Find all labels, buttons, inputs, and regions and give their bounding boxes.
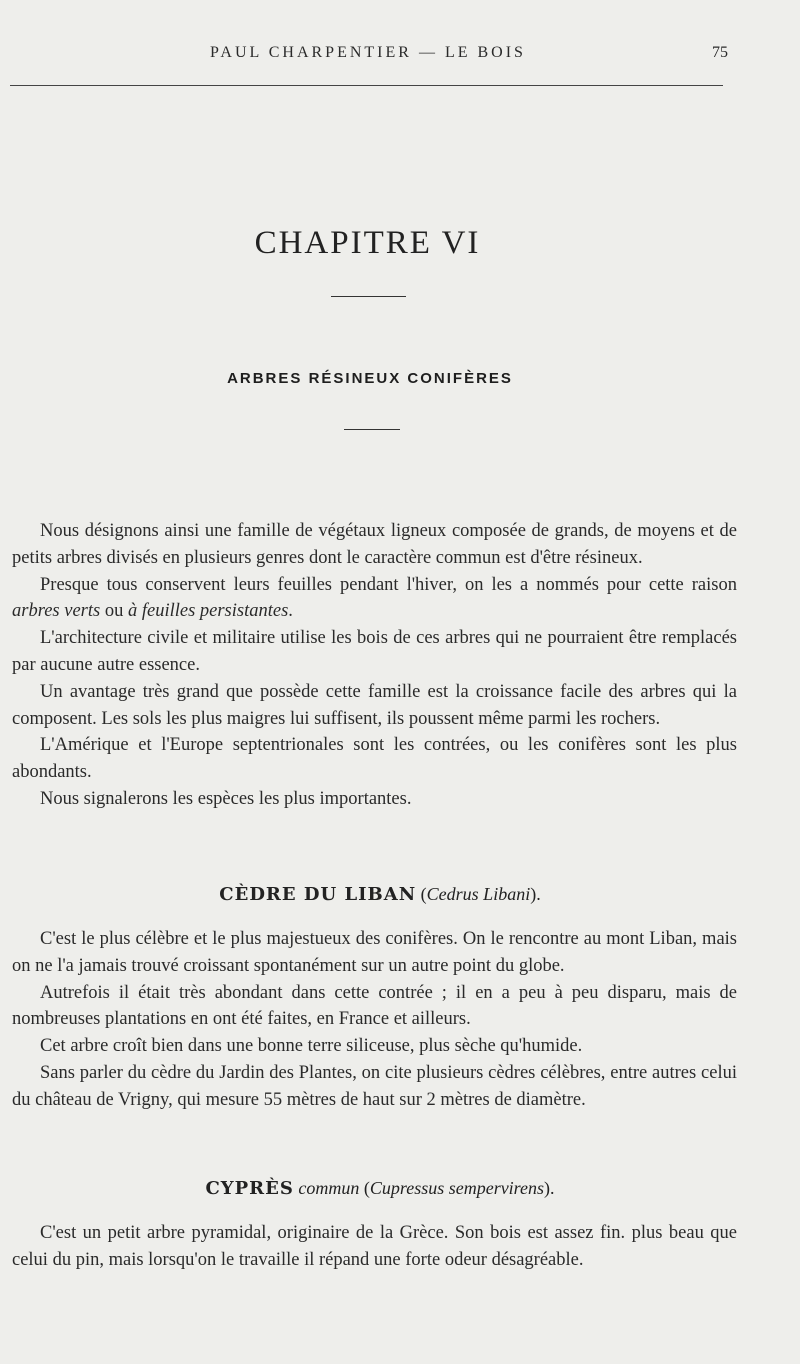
emphasis: arbres verts [12,601,101,622]
cedre-text [12,926,737,1114]
running-head [0,44,800,74]
cypres-text [12,1220,737,1274]
header-rule [10,85,723,86]
species-name: CYPRÈS [205,1178,294,1199]
paragraph: Un avantage très grand que possède cette famille est la croissance facile des arbres qui la composent. Les sols les plus maigres lui suffisent, ils poussent même parmi les rochers. [12,681,737,729]
chapter-divider [331,296,406,297]
paragraph: L'Amérique et l'Europe septentrionales sont les contrées, ou les conifères sont les plus abondants. [12,735,737,783]
species-qualifier: commun [298,1178,360,1198]
paragraph: Nous signalerons les espèces les plus importantes. [40,788,412,809]
paragraph: Autrefois il était très abondant dans cette contrée ; il en a peu à peu disparu, mais de nombreuses plantations en ont été faites, en France et ailleurs. [12,982,737,1030]
emphasis: à feuilles persistantes [127,601,289,622]
paragraph: L'architecture civile et militaire utilise les bois de ces arbres qui ne pourraient être remplacés par aucune autre essence. [12,628,737,675]
paragraph: C'est le plus célèbre et le plus majestueux des conifères. On le rencontre au mont Liban, mais on ne l'a jamais trouvé croissant spontanément sur un autre point du globe. [12,929,737,976]
intro-text [12,518,737,813]
running-title: PAUL CHARPENTIER — LE BOIS [210,44,526,61]
section-title: ARBRES RÉSINEUX CONIFÈRES [227,370,513,387]
section-divider [344,429,400,430]
paragraph: C'est un petit arbre pyramidal, originaire de la Grèce. Son bois est assez fin. plus beau que celui du pin, mais lorsqu'on le travaille il répand une forte odeur désagréable. [12,1223,737,1270]
page-number: 75 [712,44,728,61]
paragraph: Nous désignons ainsi une famille de végétaux ligneux composée de grands, de moyens et de petits arbres divisés en plusieurs genres dont le caractère commun est d'être résineux. [12,521,737,568]
species-heading-cypres: CYPRÈS commun (Cupressus sempervirens). [205,1178,555,1199]
paragraph: Cet arbre croît bien dans une bonne terre siliceuse, plus sèche qu'humide. [40,1036,583,1057]
species-latin-name: Cupressus sempervirens [369,1178,545,1198]
species-name: CÈDRE DU LIBAN [219,884,417,905]
species-heading-cedre: CÈDRE DU LIBAN (Cedrus Libani). [219,884,541,905]
chapter-title: CHAPITRE VI [254,225,481,261]
paragraph: Sans parler du cèdre du Jardin des Plantes, on cite plusieurs cèdres célèbres, entre autres celui du château de Vrigny, qui mesure 55 mètres de haut sur 2 mètres de diamètre. [12,1062,737,1110]
paragraph: Presque tous conservent leurs feuilles pendant l'hiver, on les a nommés pour cette raison arbres verts ou à feuilles persistantes. [12,574,737,622]
species-latin-name: Cedrus Libani [426,884,531,904]
